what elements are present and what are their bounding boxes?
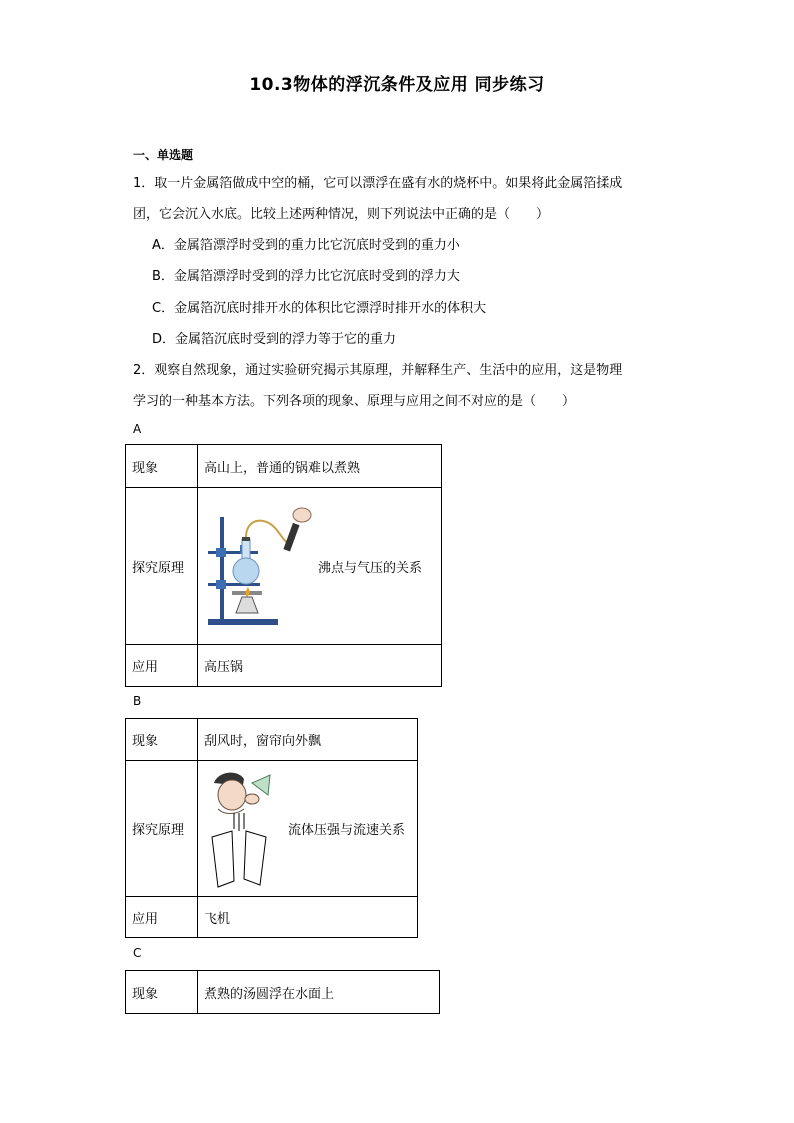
- blowing-paper-illustration: [204, 769, 284, 889]
- option-a-label: A: [133, 422, 142, 436]
- table-b-application-value: 飞机: [198, 897, 418, 938]
- table-b-application-label: 应用: [126, 897, 198, 938]
- table-b-principle-value: 流体压强与流速关系: [288, 823, 406, 838]
- table-a-principle-value: 沸点与气压的关系: [318, 560, 423, 576]
- option-b-label: B: [133, 694, 142, 708]
- option-a-table: [125, 444, 442, 687]
- section-heading: 一、单选题: [133, 148, 194, 162]
- option-b-table: [125, 718, 418, 938]
- question-1-option-c: C．金属箔沉底时排开水的体积比它漂浮时排开水的体积大: [152, 301, 487, 316]
- table-a-phenomenon-value: 高山上，普通的锅难以煮熟: [198, 445, 442, 488]
- boiling-apparatus-illustration: [204, 501, 312, 631]
- question-1-option-a: A．金属箔漂浮时受到的重力比它沉底时受到的重力小: [152, 238, 460, 253]
- table-c-phenomenon-value: 煮熟的汤圆浮在水面上: [198, 971, 440, 1014]
- page-title: 10.3物体的浮沉条件及应用 同步练习: [249, 75, 545, 95]
- question-2-line-2: 学习的一种基本方法。下列各项的现象、原理与应用之间不对应的是（ ）: [133, 394, 576, 409]
- question-1-line-2: 团，它会沉入水底。比较上述两种情况，则下列说法中正确的是（ ）: [133, 207, 550, 222]
- table-a-principle-label: 探究原理: [126, 488, 198, 645]
- table-a-application-label: 应用: [126, 645, 198, 687]
- question-1-line-1: 1．取一片金属箔做成中空的桶，它可以漂浮在盛有水的烧杯中。如果将此金属箔揉成: [133, 176, 623, 191]
- table-a-phenomenon-label: 现象: [126, 445, 198, 488]
- table-b-phenomenon-value: 刮风时，窗帘向外飘: [198, 719, 418, 761]
- table-a-application-value: 高压锅: [198, 645, 442, 687]
- option-c-table: [125, 970, 440, 1014]
- table-b-principle-label: 探究原理: [126, 761, 198, 897]
- question-2-line-1: 2．观察自然现象，通过实验研究揭示其原理，并解释生产、生活中的应用，这是物理: [133, 363, 623, 378]
- question-1-option-b: B．金属箔漂浮时受到的浮力比它沉底时受到的浮力大: [152, 269, 460, 284]
- table-c-phenomenon-label: 现象: [126, 971, 198, 1014]
- question-1-option-d: D．金属箔沉底时受到的浮力等于它的重力: [152, 332, 397, 347]
- option-c-label: C: [133, 946, 142, 960]
- table-b-phenomenon-label: 现象: [126, 719, 198, 761]
